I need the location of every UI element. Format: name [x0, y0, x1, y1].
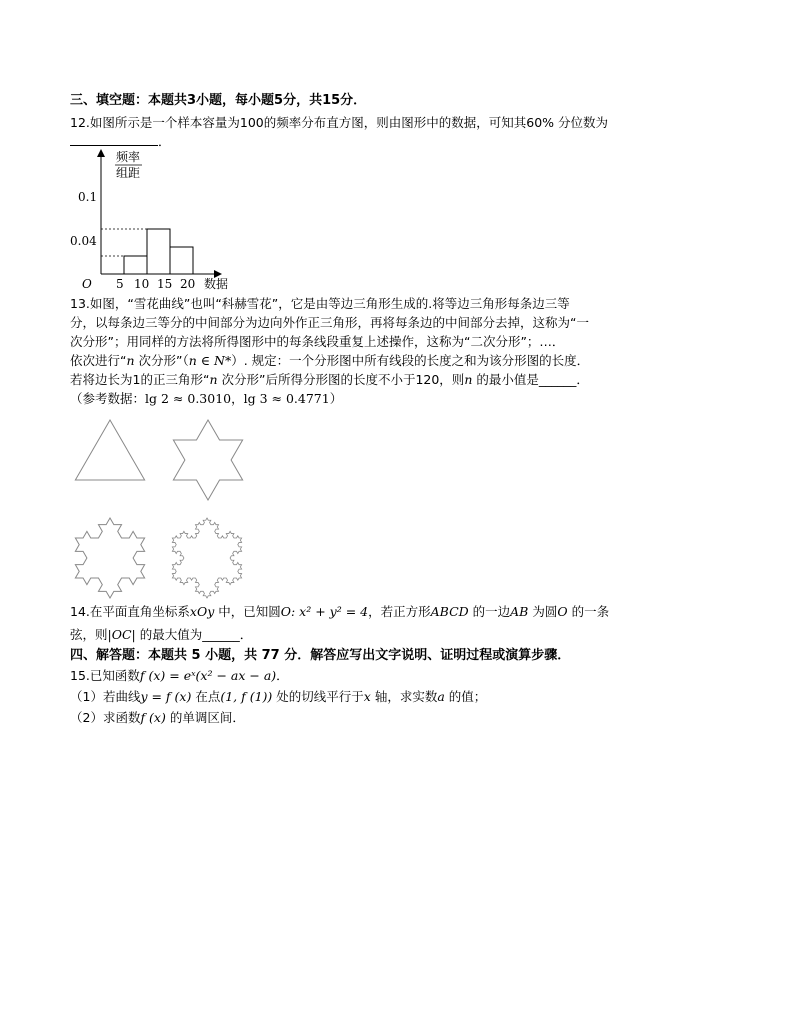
q13-reference-data: （参考数据：lg 2 ≈ 0.3010，lg 3 ≈ 0.4771） — [70, 391, 343, 406]
q13-line-5: 若将边长为1的正三角形“n 次分形”后所得分形图的长度不小于120，则n 的最小值是______． — [70, 372, 589, 387]
q13-line-4: 依次进行“n 次分形”（n ∈ N*）. 规定：一个分形图中所有线段的长度之和为该分形图的长度． — [70, 353, 590, 368]
section-4-title: 四、解答题：本题共 5 小题，共 77 分．解答应写出文字说明、证明过程或演算步骤． — [70, 648, 571, 663]
ytick-label-0.1: 0.1 — [78, 190, 98, 204]
xtick-label-15: 15 — [157, 277, 173, 291]
q14-line-2: 弦，则|OC| 的最大值为______． — [70, 627, 253, 642]
y-label-bottom: 组距 — [116, 166, 141, 180]
koch-order-3-snowflake — [172, 518, 241, 598]
q13-line-2: 分，以每条边三等分的中间部分为边向外作正三角形，再将每条边的中间部分去掉，这称为“一 — [70, 315, 589, 330]
xtick-label-20: 20 — [180, 277, 196, 291]
q13-line-1: 13.如图，“雪花曲线”也叫“科赫雪花”，它是由等边三角形生成的.将等边三角形每条边三等 — [70, 296, 570, 311]
ytick-label-0.04: 0.04 — [70, 234, 97, 248]
koch-order-1-hexagram — [173, 420, 242, 500]
section-3-title: 三、填空题：本题共3小题，每小题5分，共15分． — [70, 93, 367, 108]
histogram-bar-5-10 — [124, 256, 147, 274]
y-label-top: 频率 — [116, 150, 141, 164]
q14-line-1: 14.在平面直角坐标系xOy 中，已知圆O: x² + y² = 4，若正方形ABCD 的一边AB 为圆O 的一条 — [70, 604, 610, 619]
q15-part-2: （2）求函数f (x) 的单调区间． — [70, 710, 245, 725]
koch-snowflake-figures — [70, 412, 260, 602]
q12-end: ． — [158, 134, 171, 149]
histogram-bar-10-15 — [147, 229, 170, 274]
x-axis-label: 数据 — [204, 277, 229, 291]
answer-blank — [70, 133, 158, 146]
q15-stem: 15.已知函数f (x) = eˣ(x² − ax − a)． — [70, 668, 289, 683]
q12-text: 12.如图所示是一个样本容量为100的频率分布直方图，则由图形中的数据，可知其60% 分位数为 — [70, 115, 608, 130]
koch-order-2-snowflake — [75, 518, 144, 598]
q15-part-1: （1）若曲线y = f (x) 在点(1, f (1)) 处的切线平行于x 轴，求实数a 的值； — [70, 689, 487, 704]
origin-label: O — [82, 277, 92, 291]
histogram-bar-15-20 — [170, 247, 193, 274]
koch-order-0-triangle — [75, 420, 144, 480]
xtick-label-5: 5 — [116, 277, 124, 291]
xtick-label-10: 10 — [134, 277, 150, 291]
histogram-chart — [68, 146, 240, 292]
q13-line-3: 次分形”；用同样的方法将所得图形中的每条线段重复上述操作，这称为“二次分形”；…． — [70, 334, 565, 349]
